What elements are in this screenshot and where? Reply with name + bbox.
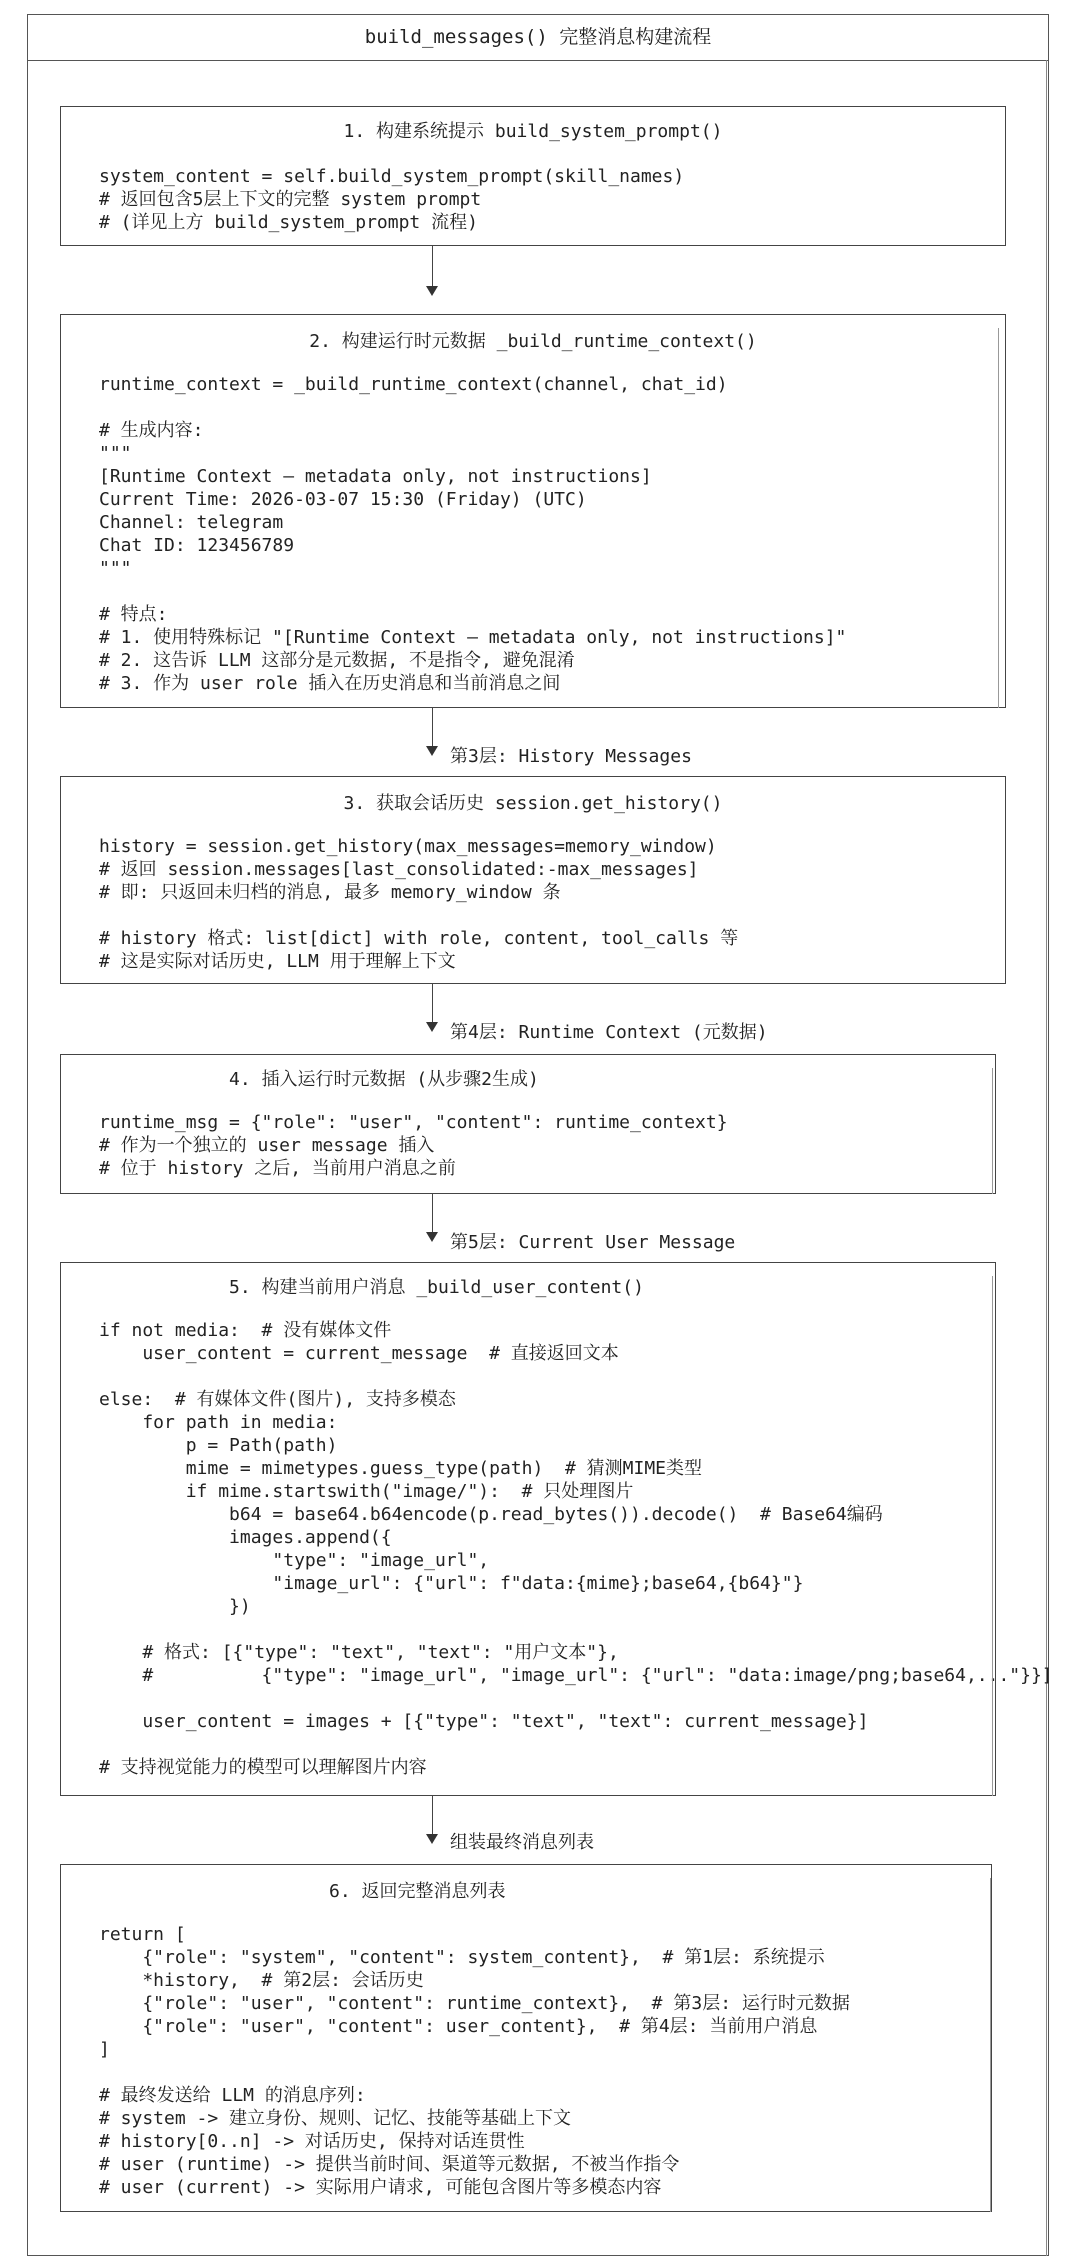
step-6-box (60, 1864, 992, 2212)
arrow-label-current: 第5层: Current User Message (450, 1232, 736, 1253)
arrowhead-3 (426, 1022, 438, 1032)
diagram-title: build_messages() 完整消息构建流程 (364, 26, 712, 48)
arrowhead-1 (426, 286, 438, 296)
step-6-title: 6. 返回完整消息列表 (329, 1881, 506, 1902)
arrowhead-2 (426, 746, 438, 756)
connector-3 (432, 984, 433, 1022)
connector-4 (432, 1194, 433, 1232)
arrowhead-4 (426, 1232, 438, 1242)
connector-2 (432, 708, 433, 746)
arrowhead-5 (426, 1834, 438, 1844)
title-separator (27, 60, 1049, 61)
arrow-label-assemble: 组装最终消息列表 (450, 1832, 594, 1853)
step-5-code: if not media: # 没有媒体文件 user_content = current_message # 直接返回文本 else: # 有媒体文件(图片), 支持多模态 for path in media: p = Path(path) mime = mimetypes.guess_type(path) # 猜测MIME类型 if mime.startswith("image/"): # 只处理图片 b64 = base64.b64encode(p.read_bytes()).decode() # Base64编码 images.append({ "type": "image_url", "image_url": {"url": f"data:{mime};base64,{b64}"} }) # 格式: [{"type": "text", "text": "用户文本"}, # {"type": "image_url", "image_url": {"url": "data:image/png;base64,..."}}] user_content = images + [{"type": "text", "text": current_message}] # 支持视觉能力的模型可以理解图片内容 (99, 1320, 1053, 1778)
step-2-edge-mark (998, 328, 999, 708)
step-6-code: return [ {"role": "system", "content": system_content}, # 第1层: 系统提示 *history, # 第2层: 会话历史 {"role": "user", "content": runtime_context}, # 第3层: 运行时元数据 {"role": "user", "content": user_content}, # 第4层: 当前用户消息 ] # 最终发送给 LLM 的消息序列: # system -> 建立身份、规则、记忆、技能等基础上下文 # history[0..n] -> 对话历史, 保持对话连贯性 # user (runtime) -> 提供当前时间、渠道等元数据, 不被当作指令 # user (current) -> 实际用户请求, 可能包含图片等多模态内容 (99, 1924, 850, 2198)
step-4-edge-mark (992, 1068, 993, 1194)
step-3-title: 3. 获取会话历史 session.get_history() (343, 793, 723, 814)
step-1-box (60, 106, 1006, 246)
step-4-box (60, 1054, 996, 1194)
step-2-box (60, 314, 1006, 708)
step-5-edge-mark (992, 1276, 993, 1796)
connector-1 (432, 246, 433, 286)
arrow-label-runtime: 第4层: Runtime Context (元数据) (450, 1022, 768, 1043)
step-6-edge-mark (990, 1878, 991, 2212)
step-2-code: runtime_context = _build_runtime_context(channel, chat_id) # 生成内容: """ [Runtime Context — metadata only, not instructions] Current Time: 2026-03-07 15:30 (Friday) (UTC) Channel: telegram Chat ID: 123456789 """ # 特点: # 1. 使用特殊标记 "[Runtime Context — metadata only, not instructions]" # 2. 这告诉 LLM 这部分是元数据, 不是指令, 避免混淆 # 3. 作为 user role 插入在历史消息和当前消息之间 (99, 374, 847, 694)
step-2-title: 2. 构建运行时元数据 _build_runtime_context() (309, 331, 757, 352)
arrow-label-history: 第3层: History Messages (450, 746, 692, 767)
frame-right-rule (1046, 60, 1047, 2256)
connector-5 (432, 1796, 433, 1834)
step-5-box (60, 1262, 1053, 1796)
step-4-code: runtime_msg = {"role": "user", "content": runtime_context} # 作为一个独立的 user message 插入 # 位于 history 之后, 当前用户消息之前 (99, 1112, 728, 1179)
step-3-box (60, 776, 1006, 984)
step-1-code: system_content = self.build_system_prompt(skill_names) # 返回包含5层上下文的完整 system prompt # (详见上方 build_system_prompt 流程) (99, 166, 685, 233)
step-5-title: 5. 构建当前用户消息 _build_user_content() (229, 1277, 644, 1298)
step-3-code: history = session.get_history(max_messages=memory_window) # 返回 session.messages[last_consolidated:-max_messages] # 即: 只返回未归档的消息, 最多 memory_window 条 # history 格式: list[dict] with role, content, tool_calls 等 # 这是实际对话历史, LLM 用于理解上下文 (99, 836, 739, 972)
step-4-title: 4. 插入运行时元数据 (从步骤2生成) (229, 1069, 539, 1090)
step-1-title: 1. 构建系统提示 build_system_prompt() (343, 121, 723, 142)
